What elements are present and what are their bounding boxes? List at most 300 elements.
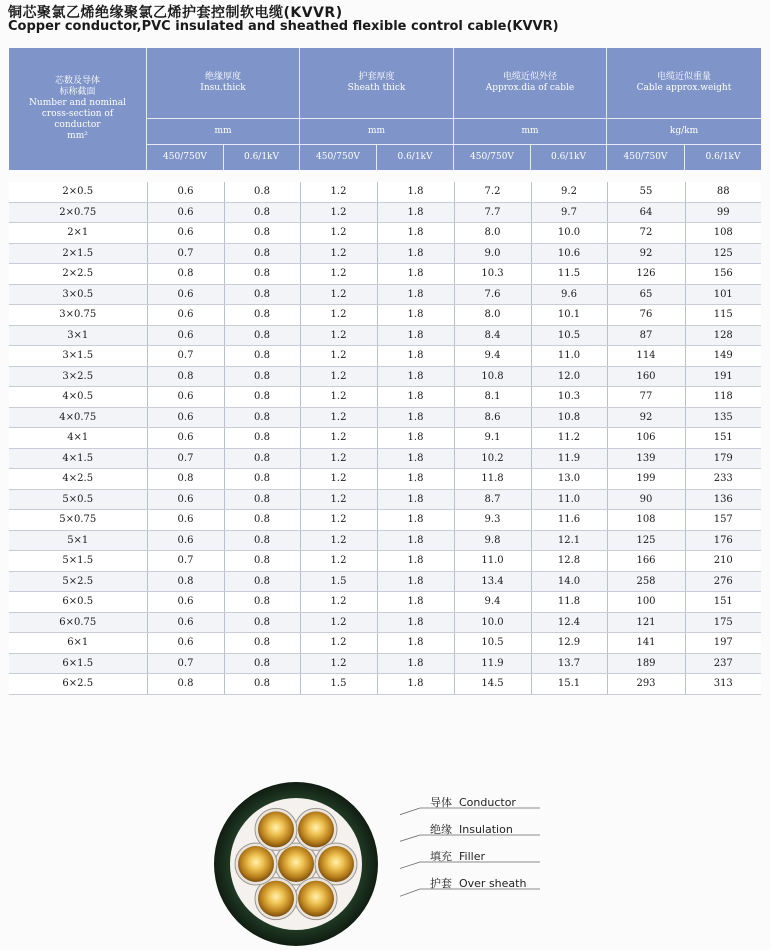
cell-value: 0.8 — [224, 530, 300, 551]
cell-value: 0.8 — [147, 264, 224, 285]
cell-value: 0.8 — [224, 305, 300, 326]
legend-cn: 导体 — [430, 796, 452, 809]
header-group-en: Insu.thick — [200, 83, 246, 93]
cell-value: 1.8 — [377, 182, 454, 202]
cell-value: 1.8 — [377, 264, 454, 285]
cell-value: 121 — [607, 612, 685, 633]
cell-value: 0.8 — [224, 469, 300, 490]
table-row — [9, 612, 761, 633]
cell-value: 139 — [607, 448, 685, 469]
cell-value: 9.4 — [454, 592, 531, 613]
cell-value: 0.7 — [147, 448, 224, 469]
cell-value: 1.2 — [300, 428, 377, 449]
cell-value: 1.8 — [377, 653, 454, 674]
cell-value: 9.3 — [454, 510, 531, 531]
header-voltage: 0.6/1kV — [397, 152, 433, 162]
header-col0-cn1: 芯数及导体 — [54, 76, 100, 86]
cell-cores: 3×1 — [9, 325, 147, 346]
cell-value: 64 — [607, 202, 685, 223]
cell-value: 8.4 — [454, 325, 531, 346]
cell-value: 10.5 — [531, 325, 607, 346]
cell-value: 151 — [685, 592, 761, 613]
cell-value: 136 — [685, 489, 761, 510]
cell-value: 1.2 — [300, 633, 377, 654]
cell-cores: 3×2.5 — [9, 366, 147, 387]
cell-value: 166 — [607, 551, 685, 572]
table-row — [9, 674, 761, 695]
cell-value: 10.8 — [531, 407, 607, 428]
cell-value: 1.2 — [300, 530, 377, 551]
table-row — [9, 633, 761, 654]
cell-value: 0.8 — [224, 571, 300, 592]
cell-value: 1.2 — [300, 612, 377, 633]
cell-value: 1.2 — [300, 202, 377, 223]
cell-cores: 5×0.5 — [9, 489, 147, 510]
cell-value: 9.6 — [531, 284, 607, 305]
cell-value: 175 — [685, 612, 761, 633]
table-row — [9, 551, 761, 572]
cell-cores: 6×1.5 — [9, 653, 147, 674]
header-group-sheath — [300, 48, 453, 118]
cell-value: 0.6 — [147, 284, 224, 305]
cell-value: 88 — [685, 182, 761, 202]
cell-value: 0.6 — [147, 510, 224, 531]
cell-value: 210 — [685, 551, 761, 572]
header-voltage: 450/750V — [470, 152, 514, 162]
cell-value: 0.8 — [224, 387, 300, 408]
cell-value: 1.2 — [300, 510, 377, 531]
cell-value: 12.1 — [531, 530, 607, 551]
cell-value: 1.2 — [300, 325, 377, 346]
header-voltage: 450/750V — [163, 152, 207, 162]
cell-value: 176 — [685, 530, 761, 551]
cell-cores: 5×1 — [9, 530, 147, 551]
cell-value: 0.6 — [147, 633, 224, 654]
cell-value: 1.8 — [377, 428, 454, 449]
cell-value: 1.2 — [300, 653, 377, 674]
cell-value: 11.5 — [531, 264, 607, 285]
cell-value: 0.7 — [147, 551, 224, 572]
cell-value: 1.8 — [377, 325, 454, 346]
cell-value: 10.6 — [531, 243, 607, 264]
table-row — [9, 346, 761, 367]
cell-value: 114 — [607, 346, 685, 367]
cell-value: 11.0 — [454, 551, 531, 572]
cell-value: 8.1 — [454, 387, 531, 408]
cell-value: 10.5 — [454, 633, 531, 654]
header-voltage: 0.6/1kV — [550, 152, 587, 162]
header-group-weight — [607, 48, 761, 118]
cell-value: 0.8 — [224, 182, 300, 202]
cell-value: 237 — [685, 653, 761, 674]
cell-value: 1.8 — [377, 612, 454, 633]
cell-value: 1.8 — [377, 489, 454, 510]
table-row — [9, 489, 761, 510]
cell-value: 0.8 — [224, 325, 300, 346]
cell-value: 0.8 — [147, 469, 224, 490]
cell-value: 11.8 — [454, 469, 531, 490]
cell-value: 189 — [607, 653, 685, 674]
cable-cross-section — [200, 780, 390, 950]
header-group-cn: 绝缘厚度 — [204, 72, 241, 82]
cell-value: 0.8 — [224, 284, 300, 305]
cell-value: 1.8 — [377, 469, 454, 490]
cell-value: 179 — [685, 448, 761, 469]
cell-value: 7.2 — [454, 182, 531, 202]
cell-value: 1.8 — [377, 202, 454, 223]
header-voltage: 0.6/1kV — [705, 152, 741, 162]
header-col0-en: Number and nominal cross-section of conductor — [29, 98, 126, 130]
header-group-cn: 电缆近似外径 — [502, 72, 557, 82]
cell-value: 0.6 — [147, 489, 224, 510]
cell-cores: 4×0.75 — [9, 407, 147, 428]
cell-value: 0.6 — [147, 182, 224, 202]
header-group-en: Approx.dia of cable — [485, 83, 575, 93]
cell-value: 0.8 — [224, 633, 300, 654]
cell-cores: 6×0.5 — [9, 592, 147, 613]
cell-value: 0.8 — [224, 346, 300, 367]
cell-value: 11.2 — [531, 428, 607, 449]
cell-value: 1.8 — [377, 346, 454, 367]
table-row — [9, 448, 761, 469]
cell-cores: 4×0.5 — [9, 387, 147, 408]
cell-value: 1.8 — [377, 633, 454, 654]
table-row — [9, 510, 761, 531]
cell-cores: 4×1 — [9, 428, 147, 449]
table-header — [9, 48, 761, 170]
cell-value: 0.8 — [224, 674, 300, 695]
cell-cores: 2×1.5 — [9, 243, 147, 264]
cell-value: 11.8 — [531, 592, 607, 613]
cell-value: 0.6 — [147, 387, 224, 408]
cell-value: 0.7 — [147, 346, 224, 367]
cell-value: 0.6 — [147, 428, 224, 449]
cell-value: 115 — [685, 305, 761, 326]
legend-en: Insulation — [459, 823, 513, 836]
legend-cn: 填充 — [430, 850, 452, 863]
cell-value: 0.6 — [147, 202, 224, 223]
cell-value: 1.8 — [377, 243, 454, 264]
cell-value: 1.5 — [300, 571, 377, 592]
table-row — [9, 387, 761, 408]
cell-value: 77 — [607, 387, 685, 408]
cell-value: 0.8 — [224, 202, 300, 223]
cell-value: 8.6 — [454, 407, 531, 428]
table-row — [9, 264, 761, 285]
cell-value: 1.2 — [300, 489, 377, 510]
header-voltage: 0.6/1kV — [243, 152, 280, 162]
header-col-conductor — [9, 48, 146, 170]
cell-value: 0.8 — [224, 489, 300, 510]
cell-value: 1.8 — [377, 407, 454, 428]
cell-value: 10.3 — [454, 264, 531, 285]
cell-value: 0.7 — [147, 243, 224, 264]
header-unit: kg/km — [669, 126, 699, 136]
header-group-en: Cable approx.weight — [636, 83, 732, 93]
legend-item-conductor — [430, 794, 516, 810]
cell-value: 0.6 — [147, 305, 224, 326]
cell-value: 197 — [685, 633, 761, 654]
cell-value: 313 — [685, 674, 761, 695]
table-row — [9, 407, 761, 428]
cell-value: 92 — [607, 407, 685, 428]
cell-value: 14.5 — [454, 674, 531, 695]
cell-cores: 2×2.5 — [9, 264, 147, 285]
cell-value: 10.8 — [454, 366, 531, 387]
cell-value: 151 — [685, 428, 761, 449]
cell-value: 1.2 — [300, 243, 377, 264]
cell-value: 0.8 — [224, 264, 300, 285]
header-col0-unit: mm² — [67, 131, 88, 141]
cell-value: 0.6 — [147, 592, 224, 613]
header-group-insulation — [147, 48, 299, 118]
cell-cores: 6×1 — [9, 633, 147, 654]
table-row — [9, 202, 761, 223]
cell-value: 92 — [607, 243, 685, 264]
cell-value: 1.2 — [300, 346, 377, 367]
table-row — [9, 223, 761, 244]
cell-value: 65 — [607, 284, 685, 305]
cell-value: 10.1 — [531, 305, 607, 326]
header-group-cn: 电缆近似重量 — [656, 72, 711, 82]
cell-value: 118 — [685, 387, 761, 408]
cell-value: 1.2 — [300, 387, 377, 408]
cell-cores: 5×0.75 — [9, 510, 147, 531]
header-group-en: Sheath thick — [347, 83, 406, 93]
cell-value: 0.6 — [147, 223, 224, 244]
cell-value: 10.2 — [454, 448, 531, 469]
cell-value: 0.8 — [224, 510, 300, 531]
cell-value: 191 — [685, 366, 761, 387]
cell-value: 1.8 — [377, 366, 454, 387]
cell-value: 128 — [685, 325, 761, 346]
cell-value: 8.0 — [454, 223, 531, 244]
header-voltage: 450/750V — [623, 152, 668, 162]
cell-value: 1.8 — [377, 530, 454, 551]
cell-value: 1.8 — [377, 674, 454, 695]
header-unit: mm — [214, 126, 232, 136]
page-title-en: Copper conductor,PVC insulated and sheathed flexible control cable(KVVR) — [8, 19, 559, 34]
cell-value: 135 — [685, 407, 761, 428]
cell-value: 1.8 — [377, 592, 454, 613]
conductor-icon — [298, 881, 334, 917]
cell-value: 0.8 — [224, 448, 300, 469]
conductor-icon — [258, 881, 294, 917]
cell-cores: 6×0.75 — [9, 612, 147, 633]
table-row — [9, 182, 761, 202]
cell-value: 10.0 — [454, 612, 531, 633]
cell-value: 9.7 — [531, 202, 607, 223]
cell-value: 1.8 — [377, 387, 454, 408]
cell-value: 156 — [685, 264, 761, 285]
cell-value: 0.8 — [224, 551, 300, 572]
cell-value: 149 — [685, 346, 761, 367]
cell-value: 1.5 — [300, 674, 377, 695]
table-row — [9, 284, 761, 305]
cell-value: 1.8 — [377, 223, 454, 244]
cell-value: 9.4 — [454, 346, 531, 367]
header-col0-cn2: 标称截面 — [59, 87, 96, 97]
legend-item-insulation — [430, 821, 513, 837]
cell-value: 0.8 — [224, 366, 300, 387]
cell-value: 1.2 — [300, 366, 377, 387]
header-voltage: 450/750V — [316, 152, 360, 162]
cell-value: 157 — [685, 510, 761, 531]
cell-cores: 6×2.5 — [9, 674, 147, 695]
cell-cores: 3×1.5 — [9, 346, 147, 367]
cell-value: 160 — [607, 366, 685, 387]
cell-value: 13.7 — [531, 653, 607, 674]
cell-value: 0.8 — [147, 571, 224, 592]
cell-cores: 5×1.5 — [9, 551, 147, 572]
cell-value: 0.8 — [224, 592, 300, 613]
cell-value: 0.6 — [147, 325, 224, 346]
cell-value: 99 — [685, 202, 761, 223]
conductor-icon — [238, 846, 274, 882]
legend-en: Over sheath — [459, 877, 527, 890]
cell-value: 9.1 — [454, 428, 531, 449]
cell-value: 1.2 — [300, 264, 377, 285]
cable-data-table — [9, 182, 761, 695]
cell-cores: 2×0.75 — [9, 202, 147, 223]
cell-value: 258 — [607, 571, 685, 592]
legend-en: Conductor — [459, 796, 516, 809]
cell-value: 108 — [607, 510, 685, 531]
cell-value: 199 — [607, 469, 685, 490]
cell-value: 1.2 — [300, 305, 377, 326]
cell-value: 15.1 — [531, 674, 607, 695]
cell-value: 1.8 — [377, 448, 454, 469]
cell-value: 1.8 — [377, 510, 454, 531]
cell-value: 87 — [607, 325, 685, 346]
cell-value: 1.8 — [377, 284, 454, 305]
cell-value: 12.9 — [531, 633, 607, 654]
cell-value: 12.4 — [531, 612, 607, 633]
cell-value: 0.8 — [224, 428, 300, 449]
table-row — [9, 469, 761, 490]
cell-cores: 5×2.5 — [9, 571, 147, 592]
cell-value: 1.2 — [300, 551, 377, 572]
cell-value: 90 — [607, 489, 685, 510]
cell-value: 125 — [685, 243, 761, 264]
header-group-cn: 护套厚度 — [358, 72, 395, 82]
cell-value: 0.7 — [147, 653, 224, 674]
cell-value: 11.0 — [531, 489, 607, 510]
cell-value: 11.6 — [531, 510, 607, 531]
cell-value: 10.3 — [531, 387, 607, 408]
cell-value: 293 — [607, 674, 685, 695]
cell-value: 72 — [607, 223, 685, 244]
cell-value: 106 — [607, 428, 685, 449]
table-row — [9, 325, 761, 346]
legend-item-filler — [430, 848, 485, 864]
cell-value: 1.2 — [300, 223, 377, 244]
cell-cores: 4×1.5 — [9, 448, 147, 469]
cell-value: 13.4 — [454, 571, 531, 592]
table-row — [9, 366, 761, 387]
cell-value: 0.8 — [224, 223, 300, 244]
cell-value: 8.0 — [454, 305, 531, 326]
cell-value: 0.8 — [224, 243, 300, 264]
table-row — [9, 305, 761, 326]
cell-value: 101 — [685, 284, 761, 305]
table-row — [9, 428, 761, 449]
cell-value: 1.2 — [300, 182, 377, 202]
cell-value: 0.8 — [147, 674, 224, 695]
cell-cores: 2×0.5 — [9, 182, 147, 202]
cell-cores: 4×2.5 — [9, 469, 147, 490]
cell-cores: 2×1 — [9, 223, 147, 244]
cell-value: 276 — [685, 571, 761, 592]
table-row — [9, 571, 761, 592]
table-row — [9, 592, 761, 613]
cell-value: 12.0 — [531, 366, 607, 387]
cell-value: 141 — [607, 633, 685, 654]
cell-cores: 3×0.75 — [9, 305, 147, 326]
conductor-icon — [258, 811, 294, 847]
cell-value: 7.7 — [454, 202, 531, 223]
conductor-icon — [318, 846, 354, 882]
cell-value: 13.0 — [531, 469, 607, 490]
cell-value: 9.2 — [531, 182, 607, 202]
cell-value: 1.8 — [377, 305, 454, 326]
cell-value: 108 — [685, 223, 761, 244]
cell-value: 1.8 — [377, 551, 454, 572]
cell-value: 55 — [607, 182, 685, 202]
cell-value: 1.2 — [300, 407, 377, 428]
cell-value: 14.0 — [531, 571, 607, 592]
header-unit: mm — [521, 126, 539, 136]
table-row — [9, 653, 761, 674]
cell-value: 0.6 — [147, 530, 224, 551]
table-row — [9, 530, 761, 551]
cell-value: 1.8 — [377, 571, 454, 592]
cell-value: 11.9 — [531, 448, 607, 469]
cell-value: 76 — [607, 305, 685, 326]
cell-value: 7.6 — [454, 284, 531, 305]
cell-value: 125 — [607, 530, 685, 551]
cell-value: 11.9 — [454, 653, 531, 674]
cell-value: 10.0 — [531, 223, 607, 244]
cell-value: 0.8 — [224, 612, 300, 633]
cell-value: 0.6 — [147, 612, 224, 633]
cell-value: 8.7 — [454, 489, 531, 510]
cell-value: 1.2 — [300, 592, 377, 613]
cell-value: 0.6 — [147, 407, 224, 428]
cell-value: 0.8 — [224, 407, 300, 428]
cell-value: 0.8 — [147, 366, 224, 387]
legend-cn: 绝缘 — [430, 823, 452, 836]
header-unit: mm — [367, 126, 386, 136]
cell-value: 100 — [607, 592, 685, 613]
cell-value: 126 — [607, 264, 685, 285]
conductor-icon — [278, 846, 314, 882]
cell-value: 9.0 — [454, 243, 531, 264]
cell-value: 233 — [685, 469, 761, 490]
table-row — [9, 243, 761, 264]
cell-value: 11.0 — [531, 346, 607, 367]
cell-value: 12.8 — [531, 551, 607, 572]
legend-en: Filler — [459, 850, 485, 863]
cell-cores: 3×0.5 — [9, 284, 147, 305]
header-group-diameter — [454, 48, 606, 118]
page-title-cn: 铜芯聚氯乙烯绝缘聚氯乙烯护套控制软电缆(KVVR) — [8, 5, 343, 21]
cell-value: 1.2 — [300, 469, 377, 490]
conductor-icon — [298, 811, 334, 847]
legend-item-sheath — [430, 875, 526, 891]
cell-value: 9.8 — [454, 530, 531, 551]
cell-value: 1.2 — [300, 448, 377, 469]
